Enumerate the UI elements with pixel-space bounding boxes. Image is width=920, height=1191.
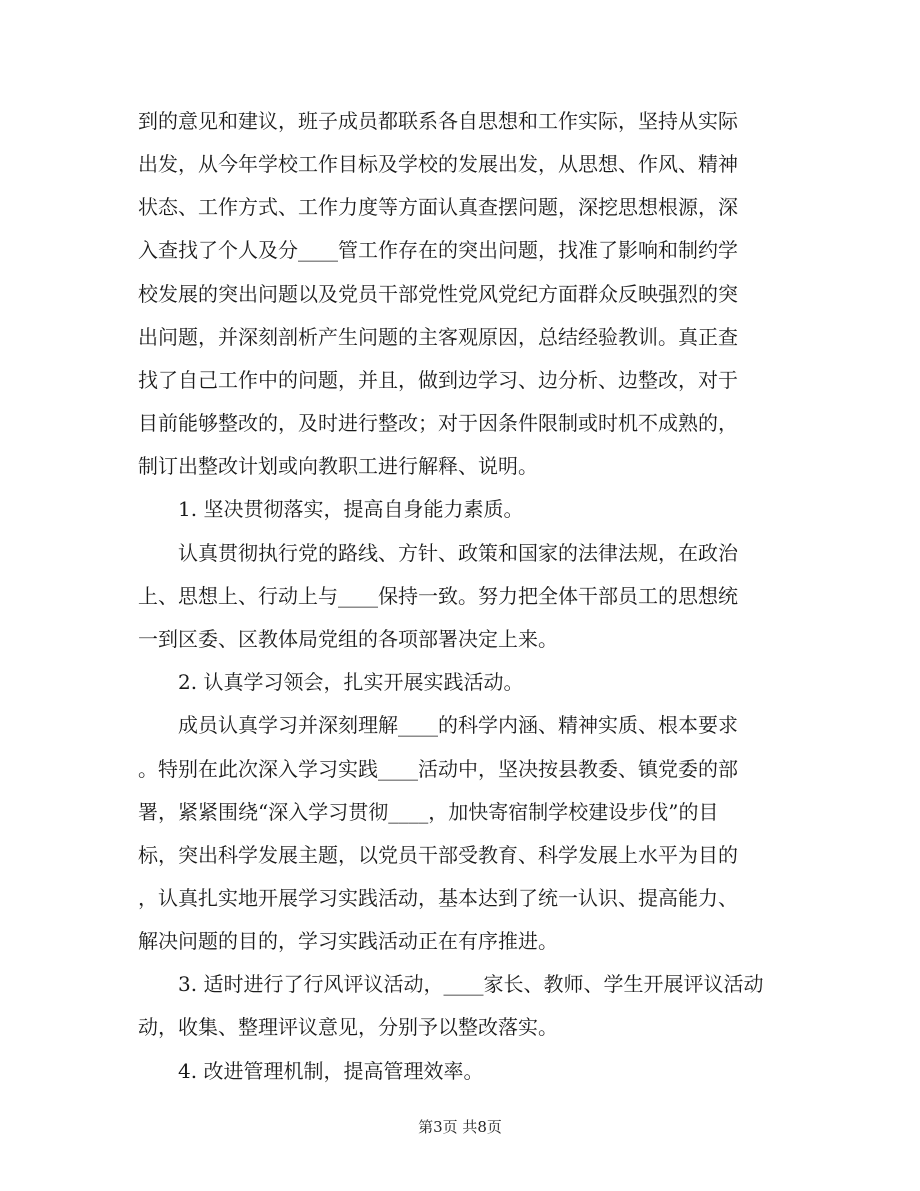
text-line-1: 到的意见和建议，班子成员都联系各自思想和工作实际，坚持从实际	[138, 109, 738, 133]
text-line-9: 制订出整改计划或向教职工进行解释、说明。	[138, 454, 538, 478]
text-line-18: 标，突出科学发展主题，以党员干部受教育、科学发展上水平为目的	[138, 843, 738, 867]
text-line-22: 动，收集、整理评议意见，分别予以整改落实。	[138, 1015, 558, 1039]
text-line-4: 入查找了个人及分____管工作存在的突出问题，找准了影响和制约学	[138, 238, 738, 262]
section-heading-4: 4. 改进管理机制，提高管理效率。	[178, 1059, 484, 1083]
text-line-17: 署，紧紧围绕“深入学习贯彻____，加快寄宿制学校建设步伐”的目	[138, 800, 719, 824]
text-line-13: 一到区委、区教体局党组的各项部署决定上来。	[138, 627, 558, 651]
page-number-footer: 第3页 共8页	[418, 1118, 502, 1136]
text-line-5: 校发展的突出问题以及党员干部党性党风党纪方面群众反映强烈的突	[138, 282, 738, 306]
section-heading-2: 2. 认真学习领会，扎实开展实践活动。	[178, 670, 524, 694]
text-line-2: 出发，从今年学校工作目标及学校的发展出发，从思想、作风、精神	[138, 152, 738, 176]
text-line-3: 状态、工作方式、工作力度等方面认真查摆问题，深挖思想根源，深	[138, 195, 738, 219]
section-heading-3: 3. 适时进行了行风评议活动，____家长、教师、学生开展评议活动	[178, 972, 764, 996]
section-heading-1: 1. 坚决贯彻落实，提高自身能力素质。	[178, 497, 524, 521]
text-line-16: 。特别在此次深入学习实践____活动中，坚决按县教委、镇党委的部	[138, 757, 738, 781]
text-line-19: ，认真扎实地开展学习实践活动，基本达到了统一认识、提高能力、	[138, 886, 738, 910]
text-line-11: 认真贯彻执行党的路线、方针、政策和国家的法律法规，在政治	[178, 541, 738, 565]
text-line-15: 成员认真学习并深刻理解____的科学内涵、精神实质、根本要求	[178, 713, 738, 737]
text-line-20: 解决问题的目的，学习实践活动正在有序推进。	[138, 929, 558, 953]
text-line-12: 上、思想上、行动上与____保持一致。努力把全体干部员工的思想统	[138, 584, 738, 608]
text-line-7: 找了自己工作中的问题，并且，做到边学习、边分析、边整改，对于	[138, 368, 738, 392]
text-line-8: 目前能够整改的，及时进行整改；对于因条件限制或时机不成熟的，	[138, 411, 738, 435]
text-line-6: 出问题，并深刻剖析产生问题的主客观原因，总结经验教训。真正查	[138, 325, 738, 349]
